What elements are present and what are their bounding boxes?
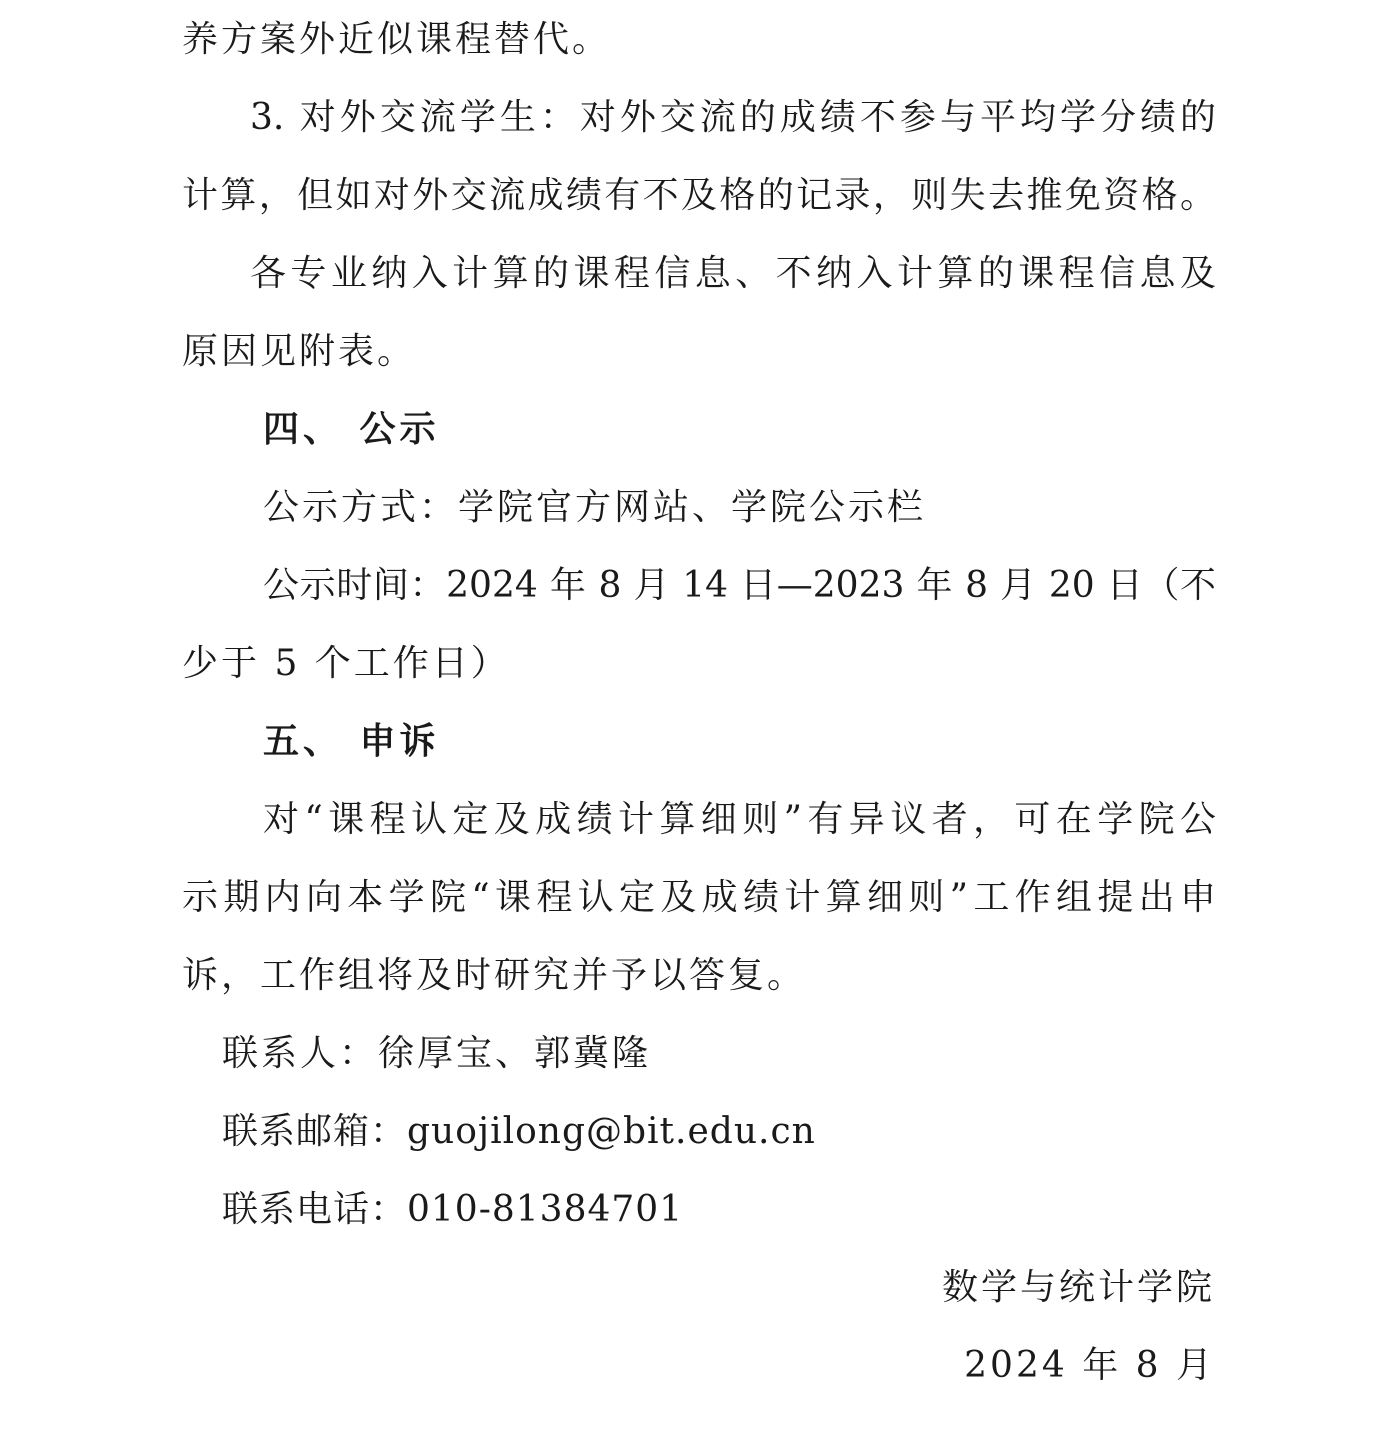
section-heading-appeal: 五、 申诉: [263, 721, 440, 762]
contact-phone: 联系电话：010-81384701: [222, 1189, 684, 1230]
paragraph-line: 养方案外近似课程替代。: [182, 19, 612, 60]
contact-email: 联系邮箱：guojilong@bit.edu.cn: [222, 1111, 816, 1152]
paragraph-line: 少于 5 个工作日）: [182, 643, 510, 684]
paragraph-line: 对“课程认定及成绩计算细则”有异议者，可在学院公: [263, 799, 1216, 840]
paragraph-line: 3. 对外交流学生：对外交流的成绩不参与平均学分绩的: [250, 97, 1216, 138]
signature-organization: 数学与统计学院: [941, 1267, 1215, 1308]
paragraph-line: 计算，但如对外交流成绩有不及格的记录，则失去推免资格。: [182, 175, 1216, 216]
paragraph-line: 示期内向本学院“课程认定及成绩计算细则”工作组提出申: [182, 877, 1216, 918]
paragraph-line: 原因见附表。: [182, 331, 417, 372]
section-heading-publicity: 四、 公示: [263, 409, 440, 450]
paragraph-line: 公示方式：学院官方网站、学院公示栏: [263, 487, 927, 528]
paragraph-line: 公示时间：2024 年 8 月 14 日—2023 年 8 月 20 日（不: [263, 565, 1216, 606]
paragraph-line: 诉，工作组将及时研究并予以答复。: [182, 955, 807, 996]
signature-date: 2024 年 8 月: [964, 1345, 1215, 1386]
paragraph-line: 各专业纳入计算的课程信息、不纳入计算的课程信息及: [250, 253, 1216, 294]
contact-person: 联系人：徐厚宝、郭冀隆: [222, 1033, 652, 1074]
